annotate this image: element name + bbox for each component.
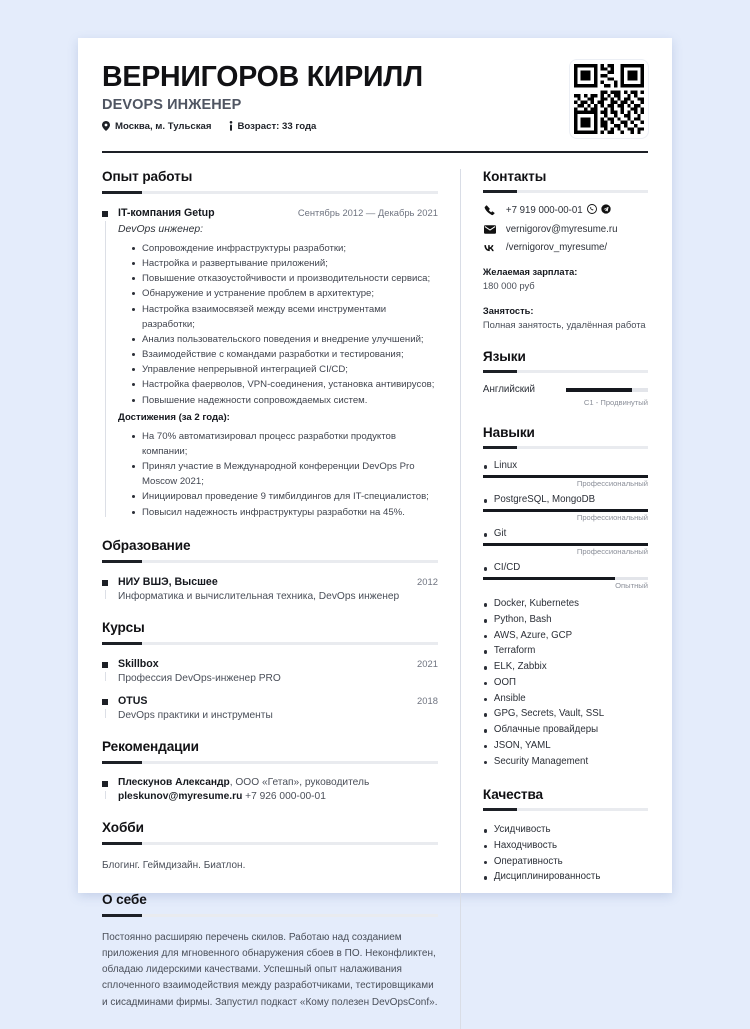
skill-level-label: Опытный [615,581,648,591]
list-item: Управление непрерывной интеграцией CI/CD; [132,362,438,377]
section-title-courses: Курсы [102,619,145,635]
list-item: Настройка и развертывание приложений; [132,256,438,271]
section-title-languages: Языки [482,349,526,365]
list-item: ELK, Zabbix [483,659,648,675]
sidebar-column [460,169,648,1029]
contact-phone-row[interactable] [483,204,648,217]
salary-block [483,267,648,292]
entry-year: 2012 [417,575,438,587]
list-item [102,695,438,721]
list-item: Python, Bash [483,612,648,628]
section-rule [102,191,438,194]
email-value: vernigorov@myresume.ru [505,224,618,235]
section-contacts [483,169,648,331]
job-position: DevOps инженер: [118,224,204,235]
list-item: Оперативность [483,854,648,870]
section-title-about: О себе [102,891,147,907]
list-item: GPG, Secrets, Vault, SSL [483,706,648,722]
section-rule [483,370,648,373]
section-rule [102,914,438,917]
list-item [483,528,648,556]
list-item [483,384,648,407]
list-item: JSON, YAML [483,738,648,754]
list-item: Повышение отказоустойчивости и производительности сервиса; [132,271,438,286]
main-column [102,169,460,1029]
list-item: Инициировал проведение 9 тимбилдингов для IT-специалистов; [132,489,438,504]
hobby-text: Блогинг. Геймдизайн. Биатлон. [102,859,246,871]
entry-name: OTUS [118,694,148,707]
recommender-role: , ООО «Гетап», руководитель [229,776,370,788]
vk-value: /vernigorov_myresume/ [505,242,608,253]
employment-dates: Сентябрь 2012 — Декабрь 2021 [297,207,438,218]
list-item: Обнаружение и устранение проблем в архитектуре; [132,286,438,301]
entry-name: НИУ ВШЭ, Высшее [118,575,218,588]
skill-level-label: Профессиональный [576,479,648,489]
location-text: Москва, м. Тульская [115,120,212,132]
header-divider [102,151,648,153]
recommender-name: Плескунов Александр [118,776,230,788]
section-rule [102,560,438,563]
location-meta [102,121,212,132]
courses-items [102,658,438,721]
list-item: Terraform [483,643,648,659]
employment-label: Занятость: [482,306,534,317]
list-item: Повысил надежность инфраструктуры разработки на 45%. [132,505,438,520]
section-about [102,892,438,1011]
list-item: Дисциплинированность [483,869,648,885]
list-item: Анализ пользовательского поведения и внедрение улучшений; [132,332,438,347]
list-item [102,658,438,684]
phone-icon [483,205,497,216]
skill-level-bar [483,509,648,512]
skill-level-bar [483,577,648,580]
entry-detail: DevOps практики и инструменты [118,709,273,721]
achievements-title: Достижения (за 2 года): [118,411,230,423]
qr-code-icon [574,64,644,134]
section-recommendations [102,739,438,802]
header-meta [102,121,423,132]
salary-label: Желаемая зарплата: [482,267,578,277]
list-item [102,576,438,602]
page-title: ВЕРНИГОРОВ КИРИЛЛ [102,61,423,93]
envelope-icon [483,225,497,234]
list-item: Усидчивость [483,822,648,838]
recommender-phone: +7 926 000-00-01 [245,790,326,802]
resume-header [102,60,648,138]
section-experience [102,169,438,520]
list-item: AWS, Azure, GCP [483,628,648,644]
list-item: ООП [483,675,648,691]
skills-rated-list [483,460,648,590]
resume-page [78,38,672,1008]
section-education [102,538,438,602]
section-title-recommendations: Рекомендации [102,738,199,754]
whatsapp-icon[interactable] [587,204,597,217]
section-title-skills: Навыки [482,425,535,441]
languages-list [483,384,648,407]
skill-level-bar [483,475,648,478]
section-qualities [483,787,648,885]
section-courses [102,620,438,721]
qr-code[interactable] [570,60,648,138]
language-level-bar [566,388,648,392]
employment-value: Полная занятость, удалённая работа [482,319,646,331]
section-rule [102,842,438,845]
qualities-list [483,822,648,885]
entry-detail: Информатика и вычислительная техника, DevOps инженер [118,590,400,602]
language-level-label: C1 - Продвинутый [583,398,648,408]
phone-number: +7 919 000-00-01 [505,205,583,216]
skills-plain-list [483,596,648,769]
resume-body [102,169,648,1029]
recommender-email[interactable]: pleskunov@myresume.ru [118,790,243,802]
contact-email-row[interactable] [483,224,648,235]
duties-list [132,241,438,408]
list-item [483,494,648,522]
skill-name: PostgreSQL, MongoDB [483,494,648,505]
list-item [483,460,648,488]
header-identity [102,60,423,132]
skill-level-bar [483,543,648,546]
section-hobby [102,820,438,874]
age-meta [229,121,317,132]
language-name: Английский [482,384,535,396]
map-pin-icon [102,121,110,131]
about-text: Постоянно расширяю перечень скилов. Работаю над созданием приложения для мгновенного обнаружения сбоев в ПО. Неконфликтен, обладаю лидерскими качествами. Успешный опыт налаживания сплоченного взаимодействия между разработчиками, тестировщиками и сисадминами фирмы. Запустил подкаст «Кому полезен DevOpsConf». [102,931,438,1008]
info-icon [229,121,233,131]
list-item: Находчивость [483,838,648,854]
salary-value: 180 000 руб [482,280,535,291]
section-skills [483,425,648,769]
section-rule [483,190,648,193]
section-title-experience: Опыт работы [102,169,193,184]
entry-year: 2021 [417,657,438,669]
section-rule [102,761,438,764]
contact-vk-row[interactable] [483,242,648,253]
skill-name: CI/CD [483,562,648,573]
achievements-list [132,429,438,520]
section-rule [483,808,648,811]
company-name: IT-компания Getup [118,207,215,219]
age-text: Возраст: 33 года [237,120,317,132]
list-item: Ansible [483,691,648,707]
job-role: DEVOPS ИНЖЕНЕР [102,96,242,113]
education-items [102,576,438,602]
section-languages [483,349,648,407]
experience-entry [102,207,438,520]
section-title-contacts: Контакты [482,169,547,184]
section-rule [483,446,648,449]
skill-level-label: Профессиональный [576,547,648,557]
list-item: Docker, Kubernetes [483,596,648,612]
recommendation-entry [102,777,438,802]
section-rule [102,642,438,645]
employment-block [483,306,648,331]
section-title-hobby: Хобби [102,819,144,835]
vk-icon [483,243,497,252]
entry-name: Skillbox [118,657,159,670]
entry-detail: Профессия DevOps-инженер PRO [118,672,281,684]
telegram-icon[interactable] [601,204,611,217]
section-title-qualities: Качества [482,787,544,803]
list-item: Настройка фаерволов, VPN-соединения, установка антивирусов; [132,377,438,392]
entry-year: 2018 [417,694,438,706]
list-item [483,562,648,590]
section-title-education: Образование [102,537,191,553]
skill-name: Git [483,528,648,539]
skill-level-label: Профессиональный [576,513,648,523]
skill-name: Linux [483,460,648,471]
list-item: Облачные провайдеры [483,722,648,738]
list-item: На 70% автоматизировал процесс разработки продуктов компании; [132,429,438,459]
phone-value-wrap [506,204,611,217]
list-item: Повышение надежности сопровождаемых систем. [132,393,438,408]
list-item: Security Management [483,754,648,770]
list-item: Взаимодействие с командами разработки и тестирования; [132,347,438,362]
list-item: Настройка взаимосвязей между всеми инструментами разработки; [132,302,438,332]
list-item: Сопровождение инфраструктуры разработки; [132,241,438,256]
list-item: Принял участие в Международной конференции DevOps Pro Moscow 2021; [132,459,438,489]
